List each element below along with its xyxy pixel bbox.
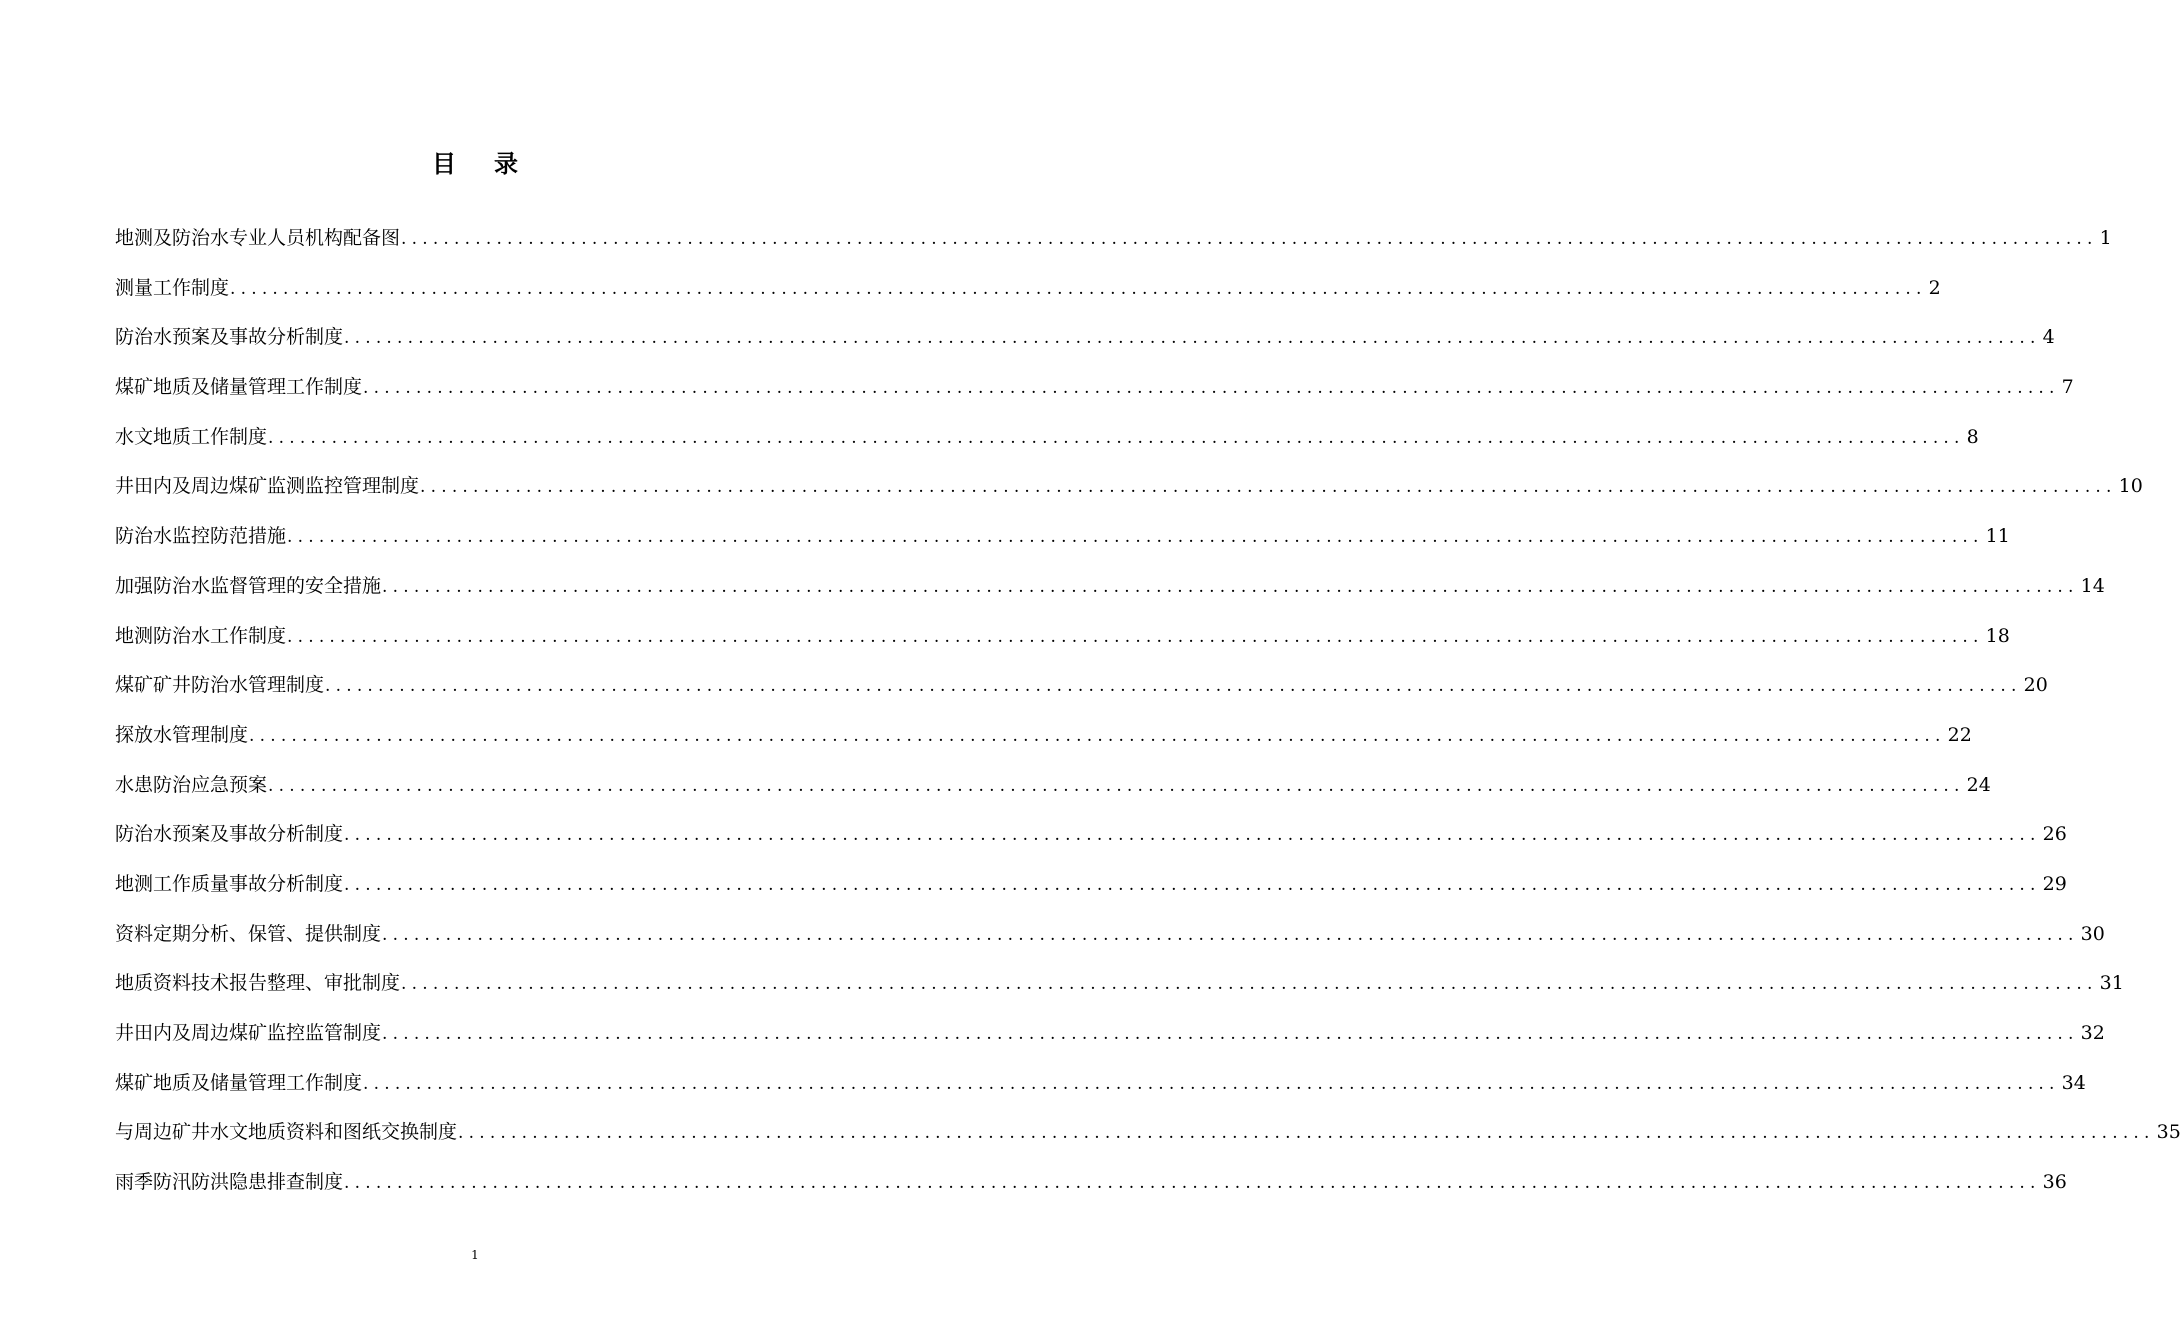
toc-dot-leader: ................................................................................................................................................................ — [268, 427, 1965, 448]
toc-entry-page: 18 — [1985, 624, 2010, 647]
toc-entry-title: 雨季防汛防洪隐患排查制度 — [115, 1171, 344, 1194]
toc-entry-title: 防治水监控防范措施 — [115, 525, 287, 548]
toc-dot-leader: ................................................................................................................................................................ — [325, 676, 2022, 697]
table-of-contents — [115, 220, 2181, 1214]
toc-dot-leader: ................................................................................................................................................................ — [382, 924, 2079, 945]
toc-dot-leader: ................................................................................................................................................................ — [344, 328, 2041, 349]
toc-entry-page: 2 — [1928, 276, 1941, 299]
toc-entry-title: 探放水管理制度 — [115, 723, 249, 746]
toc-entry[interactable] — [115, 220, 2112, 270]
toc-entry-title: 测量工作制度 — [115, 276, 230, 299]
toc-entry-page: 29 — [2042, 872, 2067, 895]
toc-entry-title: 煤矿矿井防治水管理制度 — [115, 674, 325, 697]
toc-entry-page: 26 — [2042, 823, 2067, 846]
toc-entry[interactable] — [115, 667, 2048, 717]
toc-entry-page: 1 — [2099, 227, 2112, 249]
toc-dot-leader: ................................................................................................................................................................ — [287, 527, 1984, 548]
toc-dot-leader: ................................................................................................................................................................ — [344, 1173, 2041, 1194]
toc-entry-page: 8 — [1966, 425, 1979, 448]
toc-entry-title: 地测及防治水专业人员机构配备图 — [115, 227, 401, 249]
toc-entry-title: 地测防治水工作制度 — [115, 624, 287, 647]
toc-entry-page: 30 — [2080, 922, 2105, 945]
toc-entry-page: 36 — [2042, 1171, 2067, 1194]
toc-dot-leader: ................................................................................................................................................................ — [230, 278, 1927, 299]
toc-entry[interactable] — [115, 468, 2143, 518]
toc-dot-leader: ................................................................................................................................................................ — [363, 1073, 2060, 1094]
toc-entry-title: 水文地质工作制度 — [115, 425, 268, 448]
toc-dot-leader: ................................................................................................................................................................ — [268, 775, 1965, 796]
toc-entry-page: 31 — [2099, 972, 2124, 995]
toc-entry[interactable] — [115, 767, 1991, 817]
toc-entry[interactable] — [115, 866, 2067, 916]
toc-entry-title: 井田内及周边煤矿监测监控管理制度 — [115, 475, 420, 498]
toc-entry-title: 地测工作质量事故分析制度 — [115, 872, 344, 895]
toc-entry[interactable] — [115, 717, 1972, 767]
toc-entry-page: 34 — [2061, 1071, 2086, 1094]
page-number: 1 — [471, 1248, 479, 1262]
toc-entry[interactable] — [115, 1065, 2086, 1115]
toc-entry[interactable] — [115, 369, 2074, 419]
toc-entry-page: 32 — [2080, 1022, 2105, 1044]
toc-entry[interactable] — [115, 419, 1979, 469]
toc-entry[interactable] — [115, 568, 2105, 618]
toc-entry[interactable] — [115, 1164, 2067, 1214]
toc-entry[interactable] — [115, 965, 2124, 1015]
toc-dot-leader: ................................................................................................................................................................ — [287, 626, 1984, 647]
toc-entry[interactable] — [115, 618, 2010, 668]
toc-dot-leader: ................................................................................................................................................................ — [401, 974, 2098, 995]
toc-entry-page: 24 — [1966, 773, 1991, 796]
toc-entry-page: 4 — [2042, 326, 2055, 349]
toc-entry-title: 防治水预案及事故分析制度 — [115, 326, 344, 349]
toc-dot-leader: ................................................................................................................................................................ — [344, 825, 2041, 846]
toc-entry[interactable] — [115, 319, 2055, 369]
toc-dot-leader: ................................................................................................................................................................ — [382, 576, 2079, 597]
toc-entry-title: 加强防治水监督管理的安全措施 — [115, 574, 382, 597]
page-title: 目录 — [432, 150, 556, 178]
toc-entry-page: 10 — [2118, 475, 2143, 498]
toc-dot-leader: ................................................................................................................................................................ — [363, 378, 2060, 399]
toc-entry-page: 7 — [2061, 376, 2074, 399]
toc-entry[interactable] — [115, 1015, 2105, 1065]
toc-dot-leader: ................................................................................................................................................................ — [401, 229, 2098, 249]
toc-dot-leader: ................................................................................................................................................................ — [420, 477, 2117, 498]
toc-entry[interactable] — [115, 518, 2010, 568]
toc-dot-leader: ................................................................................................................................................................ — [344, 874, 2041, 895]
toc-entry[interactable] — [115, 816, 2067, 866]
toc-dot-leader: ................................................................................................................................................................ — [249, 725, 1946, 746]
toc-entry[interactable] — [115, 1114, 2181, 1164]
toc-entry-title: 井田内及周边煤矿监控监管制度 — [115, 1022, 382, 1044]
toc-entry[interactable] — [115, 916, 2105, 966]
toc-entry-page: 14 — [2080, 574, 2105, 597]
toc-dot-leader: ................................................................................................................................................................ — [458, 1123, 2155, 1144]
toc-entry-title: 资料定期分析、保管、提供制度 — [115, 922, 382, 945]
toc-entry-page: 22 — [1947, 723, 1972, 746]
toc-entry-title: 与周边矿井水文地质资料和图纸交换制度 — [115, 1121, 458, 1144]
toc-entry-title: 煤矿地质及储量管理工作制度 — [115, 1071, 363, 1094]
toc-entry-page: 35 — [2156, 1121, 2181, 1144]
toc-entry-title: 煤矿地质及储量管理工作制度 — [115, 376, 363, 399]
toc-entry-title: 地质资料技术报告整理、审批制度 — [115, 972, 401, 995]
toc-entry-title: 防治水预案及事故分析制度 — [115, 823, 344, 846]
toc-entry[interactable] — [115, 270, 1941, 320]
toc-entry-page: 20 — [2023, 674, 2048, 697]
toc-entry-title: 水患防治应急预案 — [115, 773, 268, 796]
toc-entry-page: 11 — [1985, 525, 2010, 548]
toc-dot-leader: ................................................................................................................................................................ — [382, 1024, 2079, 1044]
